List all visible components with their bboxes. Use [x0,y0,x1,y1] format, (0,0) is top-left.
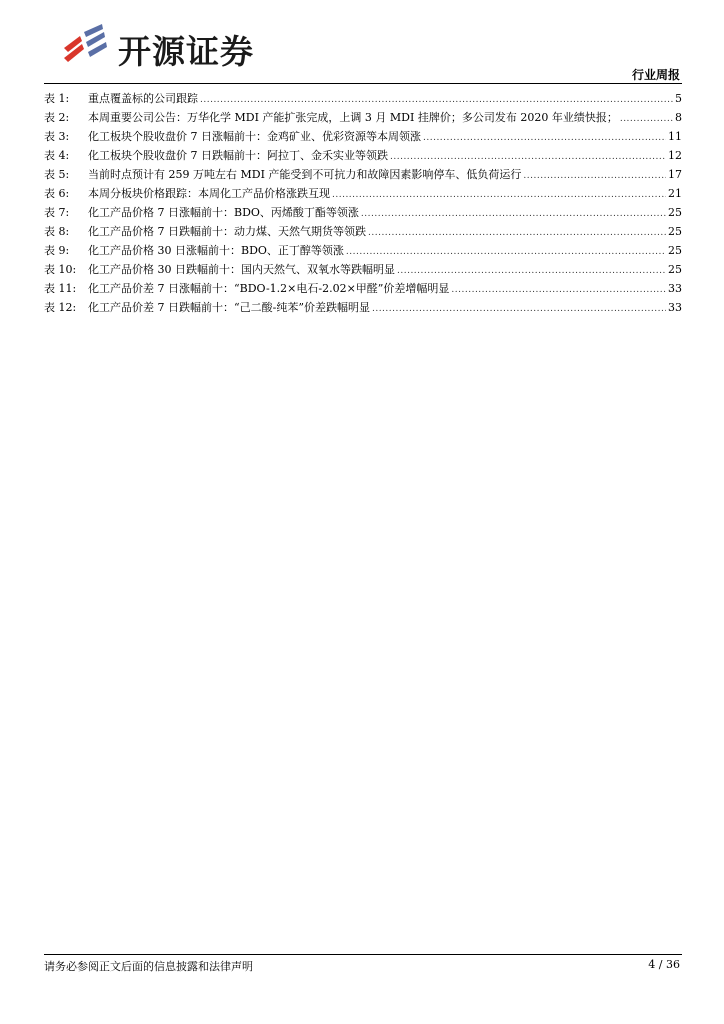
toc-entry-title: 重点覆盖标的公司跟踪 [88,92,198,105]
toc-entry-title: 化工产品价格 7 日涨幅前十：BDO、丙烯酸丁酯等领涨 [88,206,359,219]
toc-entry[interactable] [44,222,682,241]
toc-entry[interactable] [44,108,682,127]
toc-entry-title: 化工板块个股收盘价 7 日涨幅前十：金鸡矿业、优彩资源等本周领涨 [88,130,421,143]
toc-leader-dots [368,224,666,243]
toc-entry[interactable] [44,279,682,298]
toc-entry[interactable] [44,89,682,108]
company-logo [60,22,280,71]
toc-entry-label: 表 3: [44,130,70,143]
toc-entry-page: 25 [668,244,682,257]
toc-entry-title: 本周重要公司公告：万华化学 MDI 产能扩张完成，上调 3 月 MDI 挂牌价；多公司发布 2020 年业绩快报； [88,111,618,124]
toc-entry[interactable] [44,184,682,203]
toc-entry-label: 表 8: [44,225,70,238]
toc-entry[interactable] [44,127,682,146]
toc-entry-title: 当前时点预计有 259 万吨左右 MDI 产能受到不可抗力和故障因素影响停车、低负荷运行 [88,168,522,181]
toc-leader-dots [620,110,673,129]
table-of-tables [44,89,682,317]
toc-leader-dots [332,186,666,205]
toc-leader-dots [423,129,666,148]
toc-entry[interactable] [44,165,682,184]
toc-entry-page: 25 [668,225,682,238]
toc-entry[interactable] [44,298,682,317]
footer-divider [44,954,682,955]
toc-entry-title: 本周分板块价格跟踪：本周化工产品价格涨跌互现 [88,187,330,200]
toc-entry-label: 表 12: [44,301,77,314]
toc-entry-title: 化工产品价格 30 日涨幅前十：BDO、正丁醇等领涨 [88,244,344,257]
toc-entry-label: 表 1: [44,92,70,105]
toc-entry-page: 21 [668,187,682,200]
toc-leader-dots [361,205,666,224]
toc-entry-page: 33 [668,301,682,314]
toc-entry-page: 8 [675,111,682,124]
toc-entry-page: 25 [668,263,682,276]
toc-entry-page: 11 [668,130,682,143]
footer-disclaimer: 请务必参阅正文后面的信息披露和法律声明 [44,960,253,973]
toc-entry-label: 表 10: [44,263,77,276]
toc-entry-page: 25 [668,206,682,219]
toc-entry-title: 化工板块个股收盘价 7 日跌幅前十：阿拉丁、金禾实业等领跌 [88,149,388,162]
toc-entry-title: 化工产品价格 30 日跌幅前十：国内天然气、双氧水等跌幅明显 [88,263,395,276]
toc-entry-title: 化工产品价差 7 日涨幅前十：“BDO-1.2×电石-2.02×甲醛”价差增幅明显 [88,282,450,295]
toc-entry-page: 33 [668,282,682,295]
toc-entry[interactable] [44,260,682,279]
toc-entry-label: 表 9: [44,244,70,257]
logo-mark-icon [60,22,110,68]
toc-entry-label: 表 4: [44,149,70,162]
company-name: 开源证券 [118,32,254,71]
toc-entry-title: 化工产品价差 7 日跌幅前十：“己二酸-纯苯”价差跌幅明显 [88,301,370,314]
toc-entry-label: 表 6: [44,187,70,200]
toc-entry-label: 表 11: [44,282,77,295]
toc-leader-dots [523,167,666,186]
toc-entry-page: 5 [675,92,682,105]
toc-entry-label: 表 5: [44,168,70,181]
report-type-label: 行业周报 [631,68,680,82]
toc-entry-page: 12 [668,149,682,162]
toc-leader-dots [372,300,666,319]
toc-entry-title: 化工产品价格 7 日跌幅前十：动力煤、天然气期货等领跌 [88,225,366,238]
toc-entry[interactable] [44,146,682,165]
header-divider [44,83,682,84]
toc-entry-page: 17 [668,168,682,181]
toc-entry-label: 表 2: [44,111,70,124]
toc-entry[interactable] [44,241,682,260]
page-number: 4 / 36 [648,958,680,971]
toc-leader-dots [451,281,666,300]
toc-entry[interactable] [44,203,682,222]
toc-entry-label: 表 7: [44,206,70,219]
